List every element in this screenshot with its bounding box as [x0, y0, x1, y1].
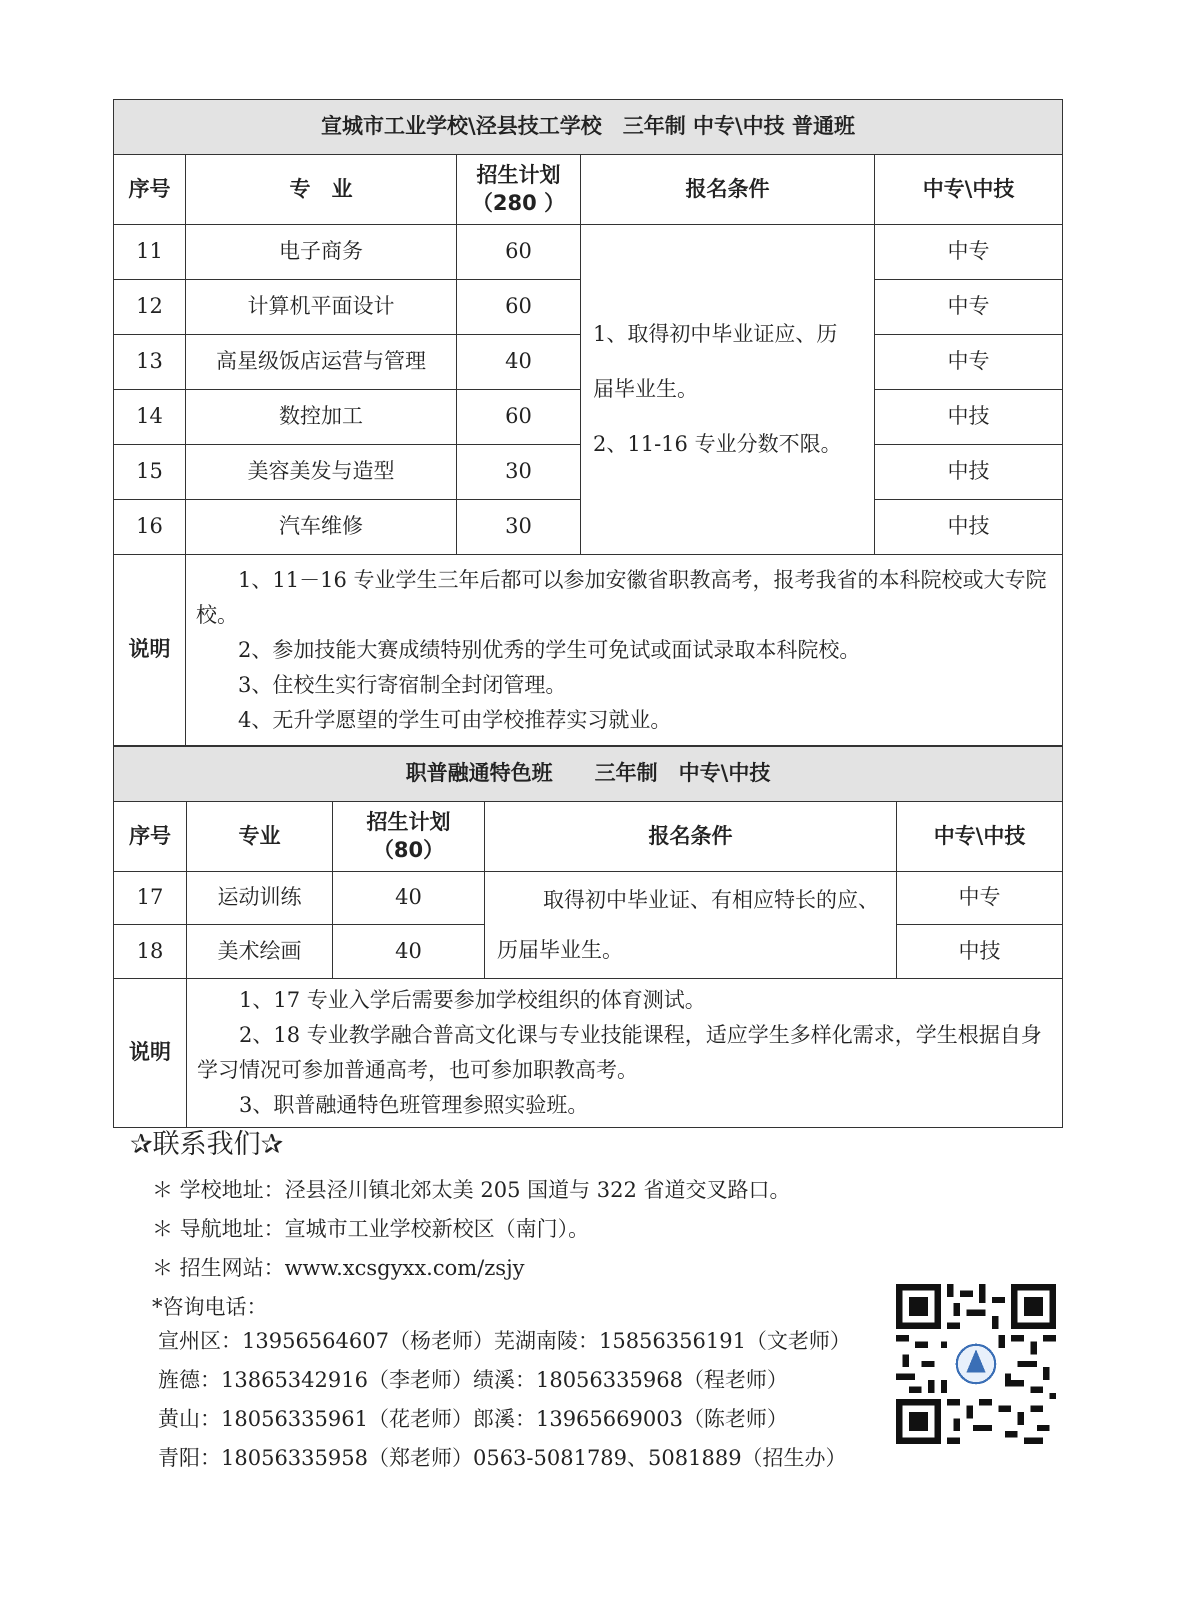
- header-major: 专 业: [186, 155, 457, 225]
- row-type: 中专: [875, 280, 1063, 335]
- row-major: 高星级饭店运营与管理: [186, 335, 457, 390]
- header-plan-total: （80）: [372, 837, 445, 862]
- phone-list: [158, 1322, 851, 1478]
- row-major: 美术绘画: [187, 925, 333, 979]
- notes-cell: [187, 979, 1063, 1128]
- row-plan: 60: [457, 280, 581, 335]
- header-seq: 序号: [114, 155, 186, 225]
- notes-cell: [186, 555, 1063, 746]
- contact-section: [130, 1122, 890, 1327]
- admission-website[interactable]: ＊ 招生网站：www.xcsgyxx.com/zsjy: [152, 1256, 525, 1280]
- row-type: 中专: [875, 225, 1063, 280]
- header-plan-label: 招生计划: [476, 163, 561, 188]
- row-plan: 40: [333, 872, 485, 925]
- row-seq: 17: [114, 872, 187, 925]
- navigation-address: ＊ 导航地址：宣城市工业学校新校区（南门）。: [152, 1217, 590, 1241]
- condition-line: 1、取得初中毕业证应、历: [593, 322, 838, 346]
- row-seq: 13: [114, 335, 186, 390]
- condition-cell: [581, 225, 875, 555]
- row-seq: 11: [114, 225, 186, 280]
- header-plan-total: （280 ）: [471, 190, 566, 215]
- phone-line: 宣州区：13956564607（杨老师）芜湖南陵：15856356191（文老师）: [158, 1329, 851, 1353]
- row-major: 电子商务: [186, 225, 457, 280]
- note-line: 1、11－16 专业学生三年后都可以参加安徽省职教高考，报考我省的本科院校或大专院校。: [196, 567, 1047, 627]
- header-seq: 序号: [114, 802, 187, 872]
- row-major: 运动训练: [187, 872, 333, 925]
- condition-cell: [485, 872, 897, 979]
- row-plan: 40: [457, 335, 581, 390]
- row-plan: 30: [457, 500, 581, 555]
- special-class-table: [113, 746, 1063, 1128]
- school-address: ＊ 学校地址：泾县泾川镇北郊太美 205 国道与 322 省道交叉路口。: [152, 1178, 791, 1202]
- note-line: 1、17 专业入学后需要参加学校组织的体育测试。: [239, 988, 706, 1012]
- note-line: 3、职普融通特色班管理参照实验班。: [239, 1093, 589, 1117]
- phone-line: 青阳：18056335958（郑老师）0563-5081789、5081889（招生办）: [158, 1446, 847, 1470]
- row-major: 美容美发与造型: [186, 445, 457, 500]
- phone-line: 旌德：13865342916（李老师）绩溪：18056335968（程老师）: [158, 1368, 788, 1392]
- qr-code: [896, 1284, 1056, 1444]
- condition-line: 届毕业生。: [593, 377, 698, 401]
- row-type: 中专: [897, 872, 1063, 925]
- row-seq: 16: [114, 500, 186, 555]
- row-seq: 15: [114, 445, 186, 500]
- note-line: 2、参加技能大赛成绩特别优秀的学生可免试或面试录取本科院校。: [238, 637, 861, 662]
- header-plan: [333, 802, 485, 872]
- row-major: 数控加工: [186, 390, 457, 445]
- row-plan: 60: [457, 225, 581, 280]
- row-plan: 40: [333, 925, 485, 979]
- row-type: 中技: [875, 390, 1063, 445]
- table-row: [114, 225, 1063, 280]
- row-major: 计算机平面设计: [186, 280, 457, 335]
- row-type: 中专: [875, 335, 1063, 390]
- phone-line: 黄山：18056335961（花老师）郎溪：13965669003（陈老师）: [158, 1407, 788, 1431]
- header-condition: 报名条件: [581, 155, 875, 225]
- note-line: 4、无升学愿望的学生可由学校推荐实习就业。: [238, 707, 672, 732]
- notes-label: 说明: [114, 979, 187, 1128]
- header-type: 中专\中技: [897, 802, 1063, 872]
- row-type: 中技: [897, 925, 1063, 979]
- row-major: 汽车维修: [186, 500, 457, 555]
- row-plan: 30: [457, 445, 581, 500]
- notes-label: 说明: [114, 555, 186, 746]
- header-major: 专业: [187, 802, 333, 872]
- header-type: 中专\中技: [875, 155, 1063, 225]
- table-title: 宣城市工业学校\泾县技工学校 三年制 中专\中技 普通班: [114, 100, 1063, 155]
- row-plan: 60: [457, 390, 581, 445]
- condition-text: 取得初中毕业证、有相应特长的应、历届毕业生。: [497, 888, 879, 962]
- table-row: [114, 872, 1063, 925]
- row-seq: 12: [114, 280, 186, 335]
- general-class-table: [113, 99, 1063, 746]
- row-seq: 18: [114, 925, 187, 979]
- table-title: 职普融通特色班 三年制 中专\中技: [114, 747, 1063, 802]
- header-plan-label: 招生计划: [366, 810, 451, 835]
- header-condition: 报名条件: [485, 802, 897, 872]
- note-line: 2、18 专业教学融合普高文化课与专业技能课程，适应学生多样化需求，学生根据自身学习情况可参加普通高考，也可参加职教高考。: [197, 1023, 1042, 1082]
- phone-label: *咨询电话：: [152, 1295, 268, 1319]
- row-type: 中技: [875, 445, 1063, 500]
- note-line: 3、住校生实行寄宿制全封闭管理。: [238, 672, 567, 697]
- header-plan: [457, 155, 581, 225]
- contact-title: ✰联系我们✰: [130, 1129, 284, 1160]
- row-seq: 14: [114, 390, 186, 445]
- condition-line: 2、11-16 专业分数不限。: [593, 432, 842, 456]
- row-type: 中技: [875, 500, 1063, 555]
